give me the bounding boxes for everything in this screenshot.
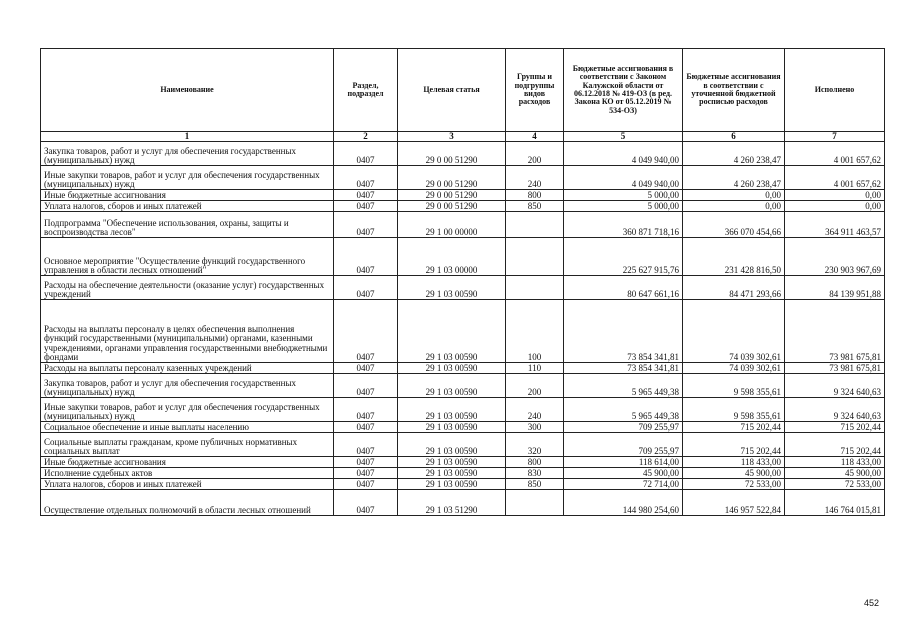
row-section: 0407 — [334, 479, 398, 490]
table-row — [41, 479, 885, 490]
row-name: Закупка товаров, работ и услуг для обеспечения государственных (муниципальных) нужд — [41, 374, 334, 398]
row-executed: 715 202,44 — [785, 433, 885, 457]
table-row — [41, 142, 885, 166]
row-refined-allocation: 45 900,00 — [683, 468, 785, 479]
row-executed: 0,00 — [785, 190, 885, 201]
row-group: 800 — [506, 190, 564, 201]
row-name: Уплата налогов, сборов и иных платежей — [41, 479, 334, 490]
table-row — [41, 374, 885, 398]
column-number: 3 — [398, 132, 506, 142]
row-refined-allocation: 9 598 355,61 — [683, 374, 785, 398]
row-executed: 9 324 640,63 — [785, 374, 885, 398]
row-executed: 73 981 675,81 — [785, 363, 885, 374]
row-law-allocation: 4 049 940,00 — [564, 142, 683, 166]
row-section: 0407 — [334, 398, 398, 422]
row-article: 29 1 03 00590 — [398, 457, 506, 468]
header-executed: Исполнено — [785, 49, 885, 132]
header-name: Наименование — [41, 49, 334, 132]
row-name: Иные бюджетные ассигнования — [41, 457, 334, 468]
row-group: 240 — [506, 398, 564, 422]
row-executed: 715 202,44 — [785, 422, 885, 433]
row-article: 29 1 03 00590 — [398, 363, 506, 374]
row-section: 0407 — [334, 363, 398, 374]
row-law-allocation: 709 255,97 — [564, 422, 683, 433]
row-law-allocation: 709 255,97 — [564, 433, 683, 457]
row-section: 0407 — [334, 457, 398, 468]
row-refined-allocation: 84 471 293,66 — [683, 276, 785, 300]
column-number: 4 — [506, 132, 564, 142]
row-group: 320 — [506, 433, 564, 457]
row-name: Социальные выплаты гражданам, кроме публичных нормативных социальных выплат — [41, 433, 334, 457]
row-refined-allocation: 72 533,00 — [683, 479, 785, 490]
column-number: 5 — [564, 132, 683, 142]
table-row — [41, 166, 885, 190]
row-refined-allocation: 146 957 522,84 — [683, 490, 785, 516]
row-group: 200 — [506, 142, 564, 166]
row-refined-allocation: 0,00 — [683, 190, 785, 201]
row-article: 29 1 03 00590 — [398, 374, 506, 398]
row-executed: 4 001 657,62 — [785, 166, 885, 190]
row-article: 29 1 03 00000 — [398, 238, 506, 276]
row-section: 0407 — [334, 166, 398, 190]
row-section: 0407 — [334, 142, 398, 166]
row-law-allocation: 72 714,00 — [564, 479, 683, 490]
row-group: 850 — [506, 479, 564, 490]
table-row — [41, 212, 885, 238]
row-refined-allocation: 4 260 238,47 — [683, 142, 785, 166]
row-section: 0407 — [334, 374, 398, 398]
budget-table — [40, 48, 885, 516]
row-group: 100 — [506, 300, 564, 363]
row-article: 29 1 03 00590 — [398, 276, 506, 300]
column-number: 1 — [41, 132, 334, 142]
row-executed: 72 533,00 — [785, 479, 885, 490]
table-row — [41, 468, 885, 479]
row-name: Расходы на обеспечение деятельности (оказание услуг) государственных учреждений — [41, 276, 334, 300]
row-refined-allocation: 74 039 302,61 — [683, 300, 785, 363]
row-law-allocation: 5 965 449,38 — [564, 374, 683, 398]
row-name: Иные бюджетные ассигнования — [41, 190, 334, 201]
row-group: 110 — [506, 363, 564, 374]
row-refined-allocation: 715 202,44 — [683, 433, 785, 457]
row-law-allocation: 80 647 661,16 — [564, 276, 683, 300]
row-law-allocation: 5 000,00 — [564, 201, 683, 212]
row-name: Основное мероприятие "Осуществление функций государственного управления в области лесных отношений" — [41, 238, 334, 276]
column-number: 7 — [785, 132, 885, 142]
row-article: 29 0 00 51290 — [398, 166, 506, 190]
row-refined-allocation: 366 070 454,66 — [683, 212, 785, 238]
row-group — [506, 238, 564, 276]
row-law-allocation: 144 980 254,60 — [564, 490, 683, 516]
row-refined-allocation: 4 260 238,47 — [683, 166, 785, 190]
row-name: Социальное обеспечение и иные выплаты населению — [41, 422, 334, 433]
row-law-allocation: 73 854 341,81 — [564, 363, 683, 374]
row-group — [506, 490, 564, 516]
row-group — [506, 276, 564, 300]
row-name: Расходы на выплаты персоналу в целях обеспечения выполнения функций государственными (муниципальными) органами, казенными учреждениями, органами управления государственными внебюджетными фондами — [41, 300, 334, 363]
column-number: 2 — [334, 132, 398, 142]
row-refined-allocation: 715 202,44 — [683, 422, 785, 433]
row-refined-allocation: 74 039 302,61 — [683, 363, 785, 374]
page-number: 452 — [864, 598, 880, 608]
header-target-article: Целевая статья — [398, 49, 506, 132]
row-article: 29 0 00 51290 — [398, 190, 506, 201]
row-group — [506, 212, 564, 238]
header-law-allocation: Бюджетные ассигнования в соответствии с Законом Калужской области от 06.12.2018 № 419-ОЗ (в ред. Закона КО от 05.12.2019 № 534-ОЗ) — [564, 49, 683, 132]
column-number-row — [41, 132, 885, 142]
row-law-allocation: 5 965 449,38 — [564, 398, 683, 422]
row-section: 0407 — [334, 212, 398, 238]
row-article: 29 1 00 00000 — [398, 212, 506, 238]
row-refined-allocation: 0,00 — [683, 201, 785, 212]
table-row — [41, 201, 885, 212]
row-executed: 4 001 657,62 — [785, 142, 885, 166]
header-refined-allocation: Бюджетные ассигнования в соответствии с уточненной бюджетной росписью расходов — [683, 49, 785, 132]
row-group: 850 — [506, 201, 564, 212]
row-article: 29 1 03 51290 — [398, 490, 506, 516]
row-executed: 84 139 951,88 — [785, 276, 885, 300]
row-name: Осуществление отдельных полномочий в области лесных отношений — [41, 490, 334, 516]
row-article: 29 1 03 00590 — [398, 422, 506, 433]
table-row — [41, 276, 885, 300]
header-expense-group: Группы и подгруппы видов расходов — [506, 49, 564, 132]
table-row — [41, 490, 885, 516]
header-row — [41, 49, 885, 132]
row-executed: 45 900,00 — [785, 468, 885, 479]
budget-table-sheet — [40, 48, 884, 516]
row-name: Уплата налогов, сборов и иных платежей — [41, 201, 334, 212]
row-refined-allocation: 231 428 816,50 — [683, 238, 785, 276]
row-article: 29 1 03 00590 — [398, 468, 506, 479]
row-refined-allocation: 9 598 355,61 — [683, 398, 785, 422]
row-group: 300 — [506, 422, 564, 433]
row-executed: 9 324 640,63 — [785, 398, 885, 422]
row-section: 0407 — [334, 468, 398, 479]
table-row — [41, 457, 885, 468]
row-executed: 73 981 675,81 — [785, 300, 885, 363]
row-executed: 230 903 967,69 — [785, 238, 885, 276]
row-executed: 0,00 — [785, 201, 885, 212]
row-law-allocation: 118 614,00 — [564, 457, 683, 468]
row-article: 29 1 03 00590 — [398, 398, 506, 422]
row-section: 0407 — [334, 490, 398, 516]
row-law-allocation: 73 854 341,81 — [564, 300, 683, 363]
row-name: Исполнение судебных актов — [41, 468, 334, 479]
row-section: 0407 — [334, 422, 398, 433]
table-row — [41, 300, 885, 363]
row-article: 29 1 03 00590 — [398, 300, 506, 363]
row-article: 29 0 00 51290 — [398, 201, 506, 212]
row-section: 0407 — [334, 190, 398, 201]
row-section: 0407 — [334, 300, 398, 363]
column-number: 6 — [683, 132, 785, 142]
row-article: 29 1 03 00590 — [398, 479, 506, 490]
row-law-allocation: 225 627 915,76 — [564, 238, 683, 276]
row-executed: 118 433,00 — [785, 457, 885, 468]
table-row — [41, 398, 885, 422]
row-executed: 364 911 463,57 — [785, 212, 885, 238]
table-row — [41, 363, 885, 374]
row-article: 29 0 00 51290 — [398, 142, 506, 166]
header-section: Раздел, подраздел — [334, 49, 398, 132]
row-name: Расходы на выплаты персоналу казенных учреждений — [41, 363, 334, 374]
row-group: 800 — [506, 457, 564, 468]
row-refined-allocation: 118 433,00 — [683, 457, 785, 468]
row-name: Подпрограмма "Обеспечение использования, охраны, защиты и воспроизводства лесов" — [41, 212, 334, 238]
row-law-allocation: 5 000,00 — [564, 190, 683, 201]
row-section: 0407 — [334, 433, 398, 457]
table-row — [41, 433, 885, 457]
row-group: 200 — [506, 374, 564, 398]
row-name: Иные закупки товаров, работ и услуг для обеспечения государственных (муниципальных) нужд — [41, 166, 334, 190]
row-law-allocation: 4 049 940,00 — [564, 166, 683, 190]
table-row — [41, 190, 885, 201]
row-name: Закупка товаров, работ и услуг для обеспечения государственных (муниципальных) нужд — [41, 142, 334, 166]
row-group: 830 — [506, 468, 564, 479]
row-executed: 146 764 015,81 — [785, 490, 885, 516]
row-name: Иные закупки товаров, работ и услуг для обеспечения государственных (муниципальных) нужд — [41, 398, 334, 422]
row-section: 0407 — [334, 276, 398, 300]
row-law-allocation: 45 900,00 — [564, 468, 683, 479]
row-section: 0407 — [334, 238, 398, 276]
row-section: 0407 — [334, 201, 398, 212]
row-law-allocation: 360 871 718,16 — [564, 212, 683, 238]
row-group: 240 — [506, 166, 564, 190]
table-row — [41, 422, 885, 433]
table-row — [41, 238, 885, 276]
row-article: 29 1 03 00590 — [398, 433, 506, 457]
